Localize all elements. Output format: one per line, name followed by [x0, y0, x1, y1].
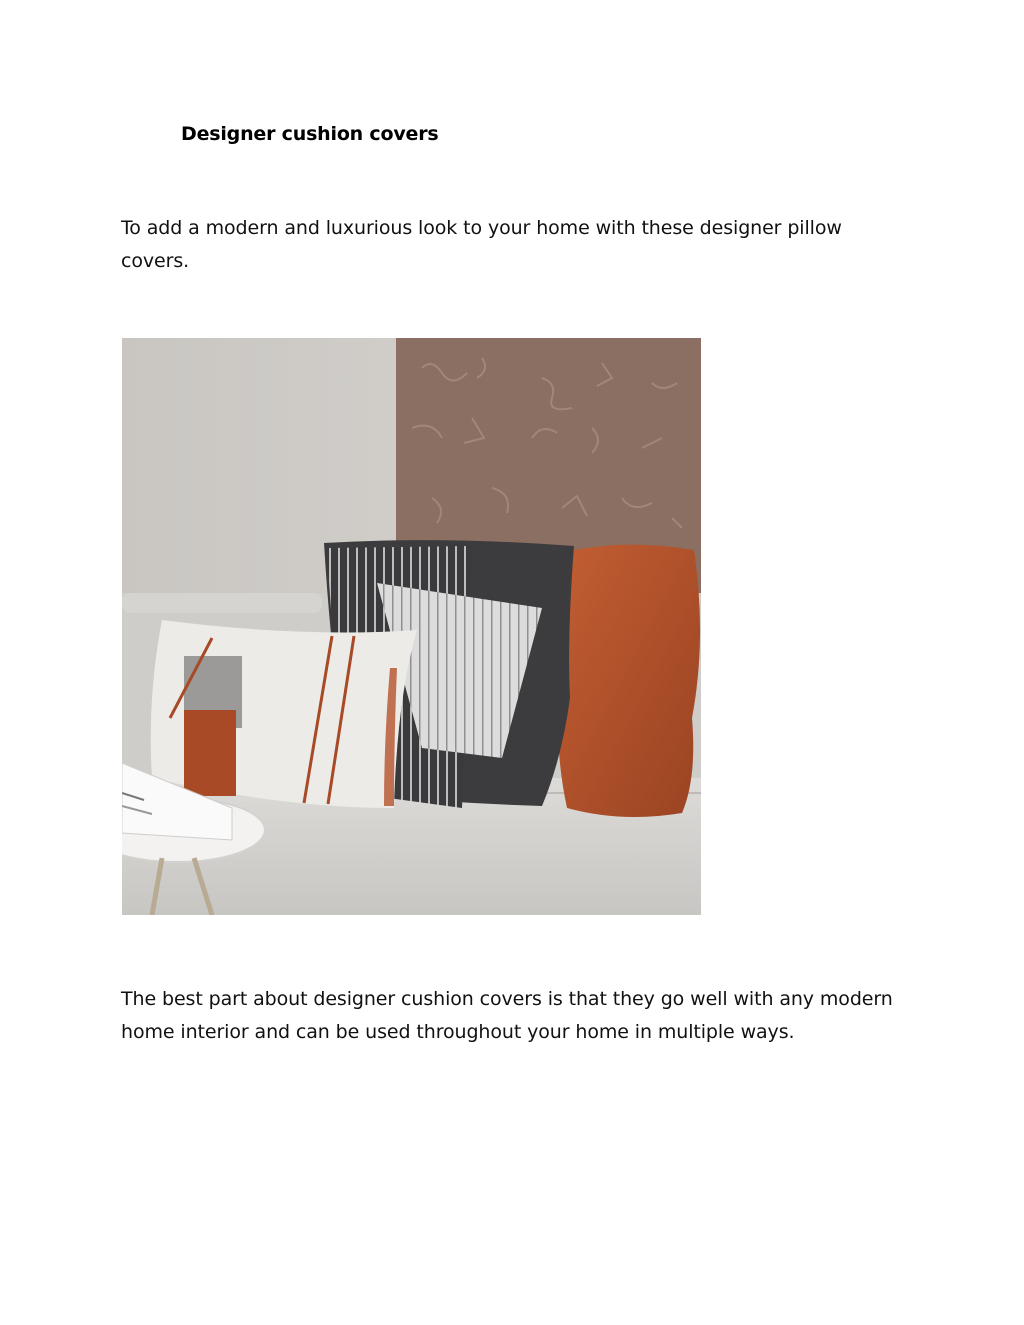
body-paragraph: The best part about designer cushion covers is that they go well with any modern home interior and can be used throughout your home in multiple ways.: [121, 988, 893, 1043]
cushions-photo: [122, 338, 701, 915]
orange-cushion: [557, 545, 700, 817]
cushions-illustration: [122, 338, 701, 915]
intro-paragraph: To add a modern and luxurious look to your home with these designer pillow covers.: [121, 217, 842, 272]
page-heading: Designer cushion covers: [181, 123, 439, 145]
